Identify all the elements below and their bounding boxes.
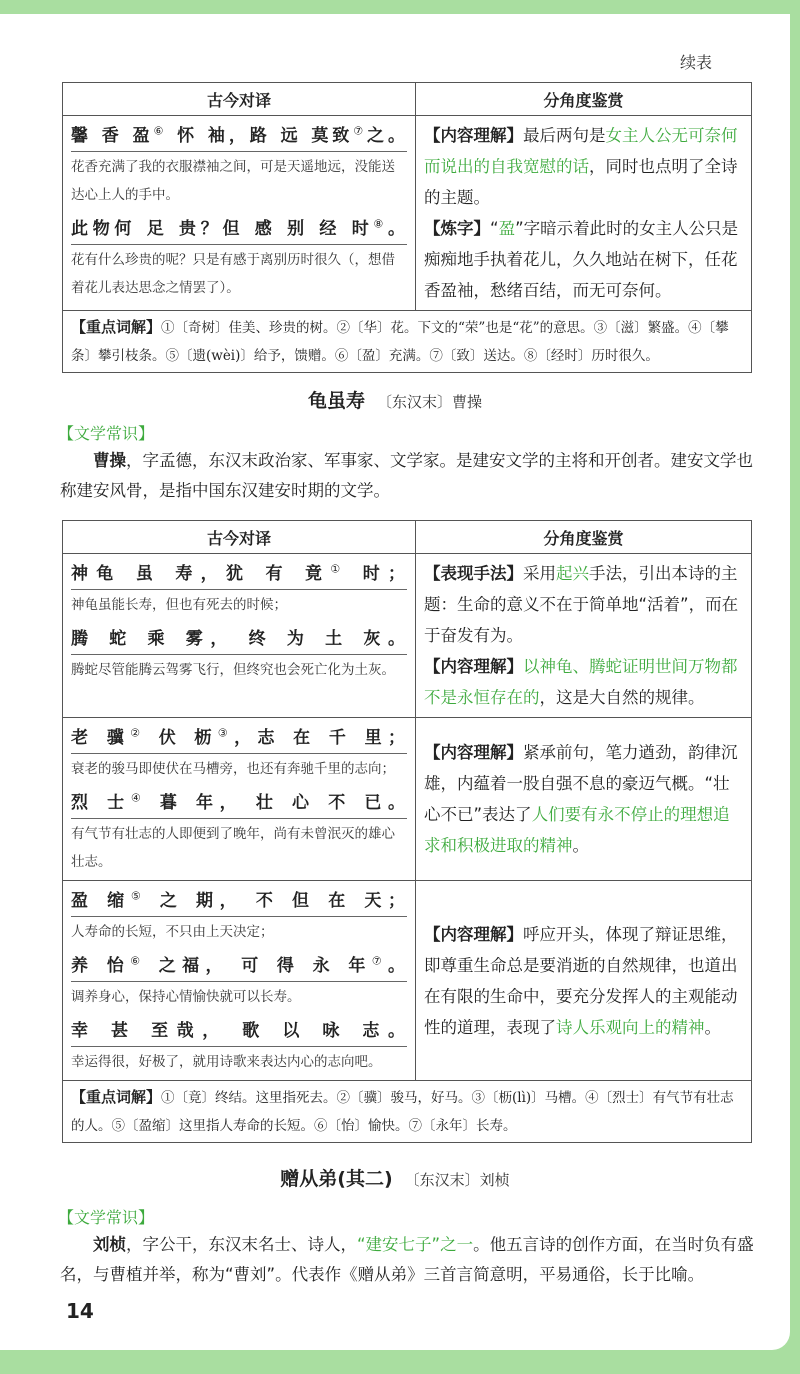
- text-segment: ”字暗示着此时的女主人公只是痴痴地手执着花儿，久久地站在树下，任花香盈袖，愁绪百结，而无可奈何。: [424, 219, 739, 300]
- poem-line: [71, 946, 407, 982]
- header-right: 分角度鉴赏: [416, 521, 752, 554]
- notes-label: 【重点词解】: [71, 1088, 162, 1106]
- analysis-paragraph: [424, 213, 743, 306]
- analysis-paragraph: [424, 558, 743, 651]
- modern-translation: 神龟虽能长寿，但也有死去的时候；: [71, 597, 287, 613]
- translation-cell: [63, 881, 416, 1081]
- footnote-marker: ⑤: [130, 889, 148, 903]
- key-words-notes: [63, 1081, 752, 1143]
- analysis-label: 【内容理解】: [424, 743, 523, 762]
- modern-translation: 人寿命的长短，不只由上天决定；: [71, 924, 274, 940]
- header-row: [63, 521, 752, 554]
- text-segment: 紧承前句，笔力遒劲，韵律沉雄，内蕴着一股自强不息的豪迈气概。“壮心不已”表达了: [424, 743, 738, 824]
- notes-row: [63, 1081, 752, 1143]
- text-segment: ，字孟德，东汉末政治家、军事家、文学家。是建安文学的主将和开创者。建安文学也称建安风骨，是指中国东汉建安时期的文学。: [60, 451, 753, 500]
- text-segment: 刘桢: [93, 1235, 126, 1254]
- analysis-paragraph: [424, 737, 743, 861]
- title-text: 赠从弟(其二): [280, 1168, 393, 1190]
- text-segment: ，字公干，东汉末名士、诗人，: [126, 1235, 357, 1254]
- intro-paragraph-2: [60, 1230, 760, 1290]
- analysis-label: 【内容理解】: [424, 126, 523, 145]
- analysis-paragraph: [424, 919, 743, 1043]
- modern-translation: 花有什么珍贵的呢？只是有感于离别历时很久（，想借着花儿表达思念之情罢了）。: [71, 252, 395, 296]
- poem-line: [71, 209, 407, 245]
- footnote-marker: ⑥: [130, 954, 147, 968]
- header-left: 古今对译: [63, 83, 416, 116]
- footnote-marker: ⑧: [373, 217, 388, 231]
- analysis-paragraph: [424, 651, 743, 713]
- header-row: [63, 83, 752, 116]
- poem-line: [71, 1011, 407, 1047]
- table-row: [63, 554, 752, 718]
- highlight-text: 人们要有永不停止的理想追求和积极进取的精神: [424, 805, 730, 855]
- text-segment: 。: [388, 956, 407, 976]
- highlight-text: 诗人乐观向上的精神: [556, 1017, 705, 1037]
- translation-cell: [63, 718, 416, 881]
- table-row: [63, 116, 752, 311]
- analysis-cell: [416, 881, 752, 1081]
- table-row: [63, 881, 752, 1081]
- text-segment: 怀 袖，路 远 莫致: [167, 126, 354, 146]
- text-segment: 。他五言诗的创作方面，在当时负有盛名，与曹植并举，称为“曹刘”。代表作《赠从弟》三首言简意明，平易通俗，长于比喻。: [60, 1235, 754, 1284]
- text-segment: 。: [572, 836, 589, 855]
- notes-row: [63, 311, 752, 373]
- text-segment: 。: [387, 219, 407, 239]
- analysis-label: 【内容理解】: [424, 657, 523, 676]
- section-label-1: 【文学常识】: [58, 424, 155, 443]
- poem-title-1: [0, 387, 790, 416]
- footnote-marker: ⑥: [153, 124, 168, 138]
- analysis-label: 【表现手法】: [424, 564, 523, 583]
- translation-table-1: [62, 82, 752, 373]
- modern-translation: 调养身心，保持心情愉快就可以长寿。: [71, 989, 301, 1005]
- text-segment: 之。: [367, 126, 407, 146]
- modern-translation: 花香充满了我的衣服襟袖之间，可是天遥地远，没能送达心上人的手中。: [71, 159, 395, 203]
- poem-line: [71, 718, 407, 754]
- modern-translation: 衰老的骏马即使伏在马槽旁，也还有奔驰千里的志向；: [71, 761, 395, 777]
- translation-cell: [63, 554, 416, 718]
- translation-table-2: [62, 520, 752, 1143]
- footnote-marker: ⑦: [353, 124, 368, 138]
- text-segment: 采用: [523, 564, 556, 583]
- modern-translation: 有气节有壮志的人即便到了晚年，尚有未曾泯灭的雄心壮志。: [71, 826, 395, 870]
- author: 〔东汉末〕刘桢: [404, 1171, 510, 1189]
- text-segment: 之福， 可 得 永 年: [146, 956, 372, 976]
- author: 〔东汉末〕曹操: [377, 393, 483, 411]
- page-number: 14: [66, 1299, 94, 1323]
- analysis-cell: [416, 554, 752, 718]
- footnote-marker: ④: [130, 791, 148, 805]
- header-left: 古今对译: [63, 521, 416, 554]
- text-segment: 幸 甚 至哉， 歌 以 咏 志。: [71, 1021, 407, 1041]
- notes-label: 【重点词解】: [71, 318, 162, 336]
- text-segment: 暮 年， 壮 心 不 已。: [147, 793, 407, 813]
- poem-line: [71, 783, 407, 819]
- continued-label: 续表: [679, 53, 712, 72]
- highlight-text: 以神龟、腾蛇证明世间万物都不是永恒存在的: [424, 657, 738, 707]
- footnote-marker: ③: [217, 726, 235, 740]
- highlight-text: 起兴: [556, 564, 589, 583]
- text-segment: 腾 蛇 乘 雾， 终 为 土 灰。: [71, 629, 407, 649]
- text-segment: 养 怡: [71, 956, 131, 976]
- footnote-marker: ②: [130, 726, 147, 740]
- page: [0, 14, 790, 1350]
- text-segment: 手法，引出本诗的主题：生命的意义不在于简单地“活着”，而在于奋发有为。: [424, 564, 739, 645]
- highlight-text: 盈: [498, 219, 516, 238]
- poem-line: [71, 881, 407, 917]
- text-segment: 馨 香 盈: [71, 126, 154, 146]
- table-row: [63, 718, 752, 881]
- section-label-2: 【文学常识】: [58, 1208, 155, 1227]
- key-words-notes: [63, 311, 752, 373]
- header-right: 分角度鉴赏: [416, 83, 752, 116]
- text-segment: ，志 在 千 里；: [234, 728, 407, 748]
- poem-line: [71, 619, 407, 655]
- text-segment: 烈 士: [71, 793, 131, 813]
- footnote-marker: ①: [330, 562, 349, 576]
- intro-paragraph-1: [60, 446, 760, 506]
- text-segment: 之 期， 不 但 在 天；: [147, 891, 407, 911]
- notes-text: ①〔奇树〕佳美、珍贵的树。②〔华〕花。下文的“荣”也是“花”的意思。③〔滋〕繁盛。④〔攀条〕攀引枝条。⑤〔遗(wèi)〕给予，馈赠。⑥〔盈〕充满。⑦〔致〕送达。⑧〔经时〕历时很久。: [71, 320, 729, 364]
- analysis-paragraph: [424, 120, 743, 213]
- analysis-cell: [416, 116, 752, 311]
- text-segment: 最后两句是: [523, 126, 606, 145]
- analysis-label: 【内容理解】: [424, 924, 523, 944]
- footnote-marker: ⑦: [371, 954, 388, 968]
- text-segment: 老 骥: [71, 728, 131, 748]
- text-segment: 伏 枥: [146, 728, 218, 748]
- poem-line: [71, 554, 407, 590]
- text-segment: 时；: [348, 564, 407, 584]
- text-segment: 曹操: [93, 451, 126, 470]
- text-segment: 神龟 虽 寿，犹 有 竟: [71, 564, 331, 584]
- modern-translation: 腾蛇尽管能腾云驾雾飞行，但终究也会死亡化为土灰。: [71, 662, 395, 678]
- text-segment: ，同时也点明了全诗的主题。: [424, 157, 738, 207]
- text-segment: 此物何 足 贵？但 感 别 经 时: [71, 219, 374, 239]
- analysis-label: 【炼字】: [424, 219, 490, 238]
- analysis-cell: [416, 718, 752, 881]
- highlight-text: 女主人公无可奈何而说出的自我宽慰的话: [424, 126, 738, 176]
- title-text: 龟虽寿: [307, 390, 365, 412]
- highlight-text: “建安七子”之一: [357, 1235, 474, 1254]
- text-segment: 。: [704, 1017, 721, 1037]
- text-segment: 呼应开头，体现了辩证思维，即尊重生命总是要消逝的自然规律，也道出在有限的生命中，要充分发挥人的主观能动性的道理，表现了: [424, 924, 738, 1037]
- modern-translation: 幸运得很，好极了，就用诗歌来表达内心的志向吧。: [71, 1054, 382, 1070]
- notes-text: ①〔竟〕终结。这里指死去。②〔骥〕骏马，好马。③〔枥(lì)〕马槽。④〔烈士〕有气节有壮志的人。⑤〔盈缩〕这里指人寿命的长短。⑥〔怡〕愉快。⑦〔永年〕长寿。: [71, 1090, 734, 1134]
- text-segment: 盈 缩: [71, 891, 131, 911]
- translation-cell: [63, 116, 416, 311]
- text-segment: “: [490, 219, 499, 238]
- poem-line: [71, 116, 407, 152]
- text-segment: ，这是大自然的规律。: [539, 688, 705, 707]
